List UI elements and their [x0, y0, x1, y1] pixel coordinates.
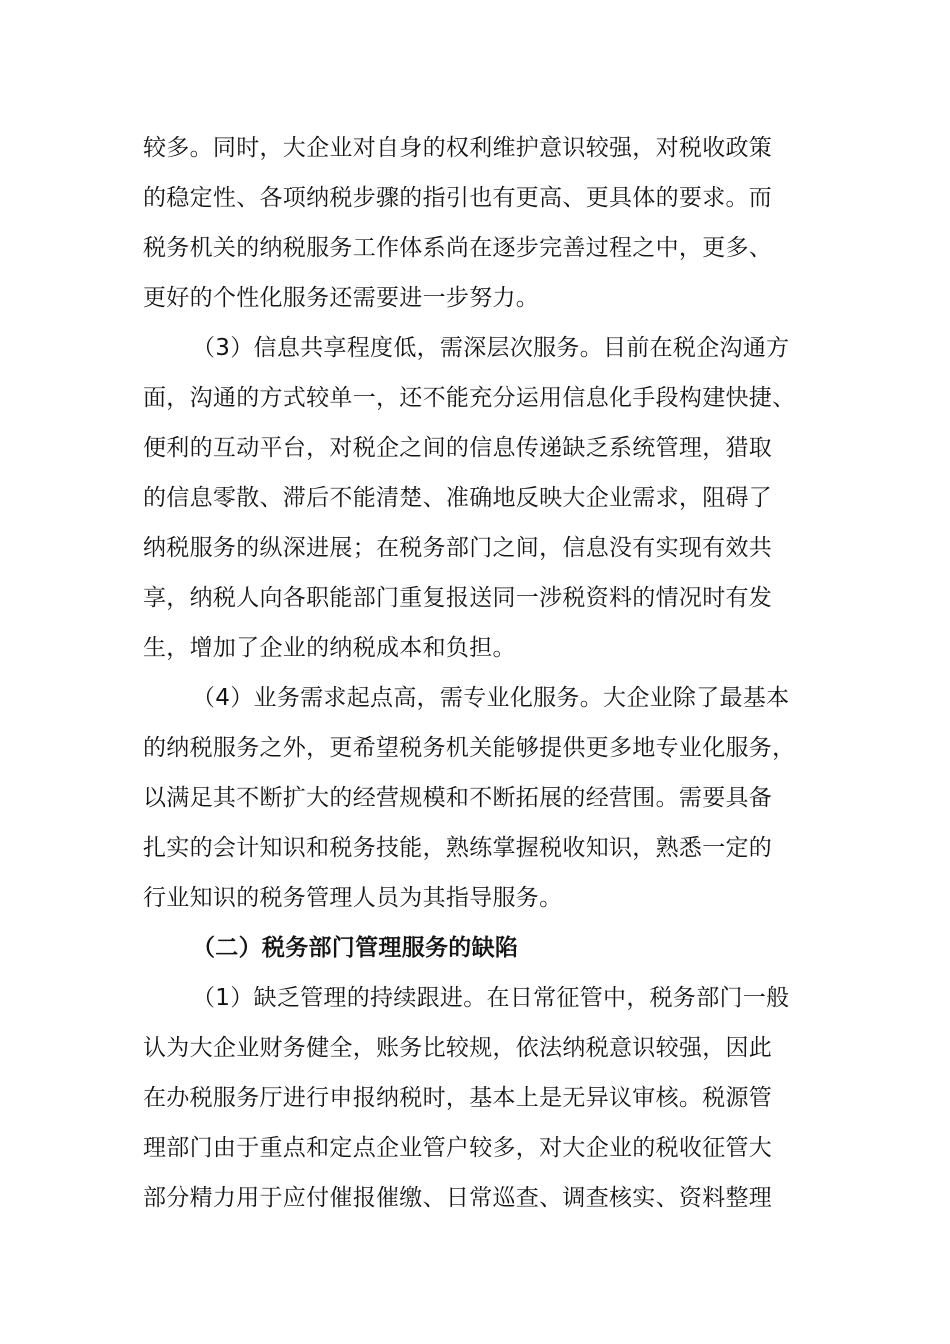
- text-line-1: 较多。同时，大企业对自身的权利维护意识较强，对税收政策: [143, 135, 773, 161]
- text-line-12: （4）业务需求起点高，需专业化服务。大企业除了最基本: [192, 685, 790, 711]
- text-line-6: 面，沟通的方式较单一，还不能充分运用信息化手段构建快捷、: [143, 385, 796, 411]
- text-line-2: 的稳定性、各项纳税步骤的指引也有更高、更具体的要求。而: [143, 185, 773, 211]
- text-line-3: 税务机关的纳税服务工作体系尚在逐步完善过程之中，更多、: [143, 235, 773, 261]
- text-line-21: 理部门由于重点和定点企业管户较多，对大企业的税收征管大: [143, 1135, 773, 1161]
- text-line-20: 在办税服务厅进行申报纳税时，基本上是无异议审核。税源管: [143, 1085, 773, 1111]
- text-line-9: 纳税服务的纵深进展；在税务部门之间，信息没有实现有效共: [143, 535, 773, 561]
- text-line-19: 认为大企业财务健全，账务比较规，依法纳税意识较强，因此: [143, 1035, 773, 1061]
- text-line-16: 行业知识的税务管理人员为其指导服务。: [143, 885, 563, 911]
- text-line-14: 以满足其不断扩大的经营规模和不断拓展的经营围。需要具备: [143, 785, 773, 811]
- text-line-11: 生，增加了企业的纳税成本和负担。: [143, 635, 516, 661]
- text-line-5: （3）信息共享程度低，需深层次服务。目前在税企沟通方: [192, 335, 790, 361]
- text-line-10: 享，纳税人向各职能部门重复报送同一涉税资料的情况时有发: [143, 585, 773, 611]
- text-line-4: 更好的个性化服务还需要进一步努力。: [143, 285, 540, 311]
- text-line-22: 部分精力用于应付催报催缴、日常巡查、调查核实、资料整理: [143, 1185, 773, 1211]
- text-line-18: （1）缺乏管理的持续跟进。在日常征管中，税务部门一般: [192, 985, 790, 1011]
- text-line-15: 扎实的会计知识和税务技能，熟练掌握税收知识，熟悉一定的: [143, 835, 773, 861]
- text-line-8: 的信息零散、滞后不能清楚、准确地反映大企业需求，阻碍了: [143, 485, 773, 511]
- text-line-7: 便利的互动平台，对税企之间的信息传递缺乏系统管理，猎取: [143, 435, 773, 461]
- section-heading: （二）税务部门管理服务的缺陷: [192, 935, 519, 961]
- text-line-13: 的纳税服务之外，更希望税务机关能够提供更多地专业化服务，: [143, 735, 796, 761]
